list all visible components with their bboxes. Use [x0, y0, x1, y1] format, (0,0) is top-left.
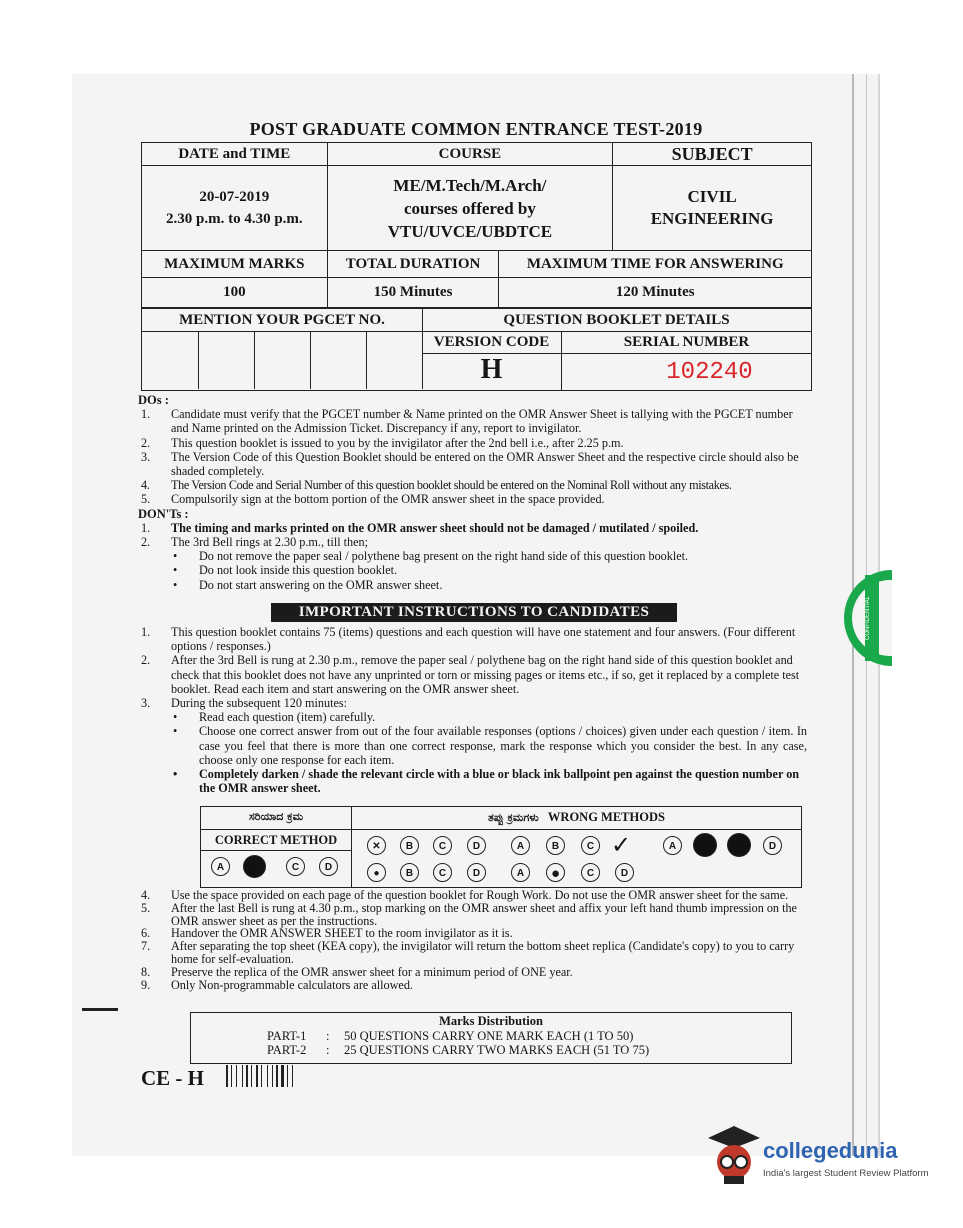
- item-text: The Version Code and Serial Number of this question booklet should be entered on the Nominal Roll without any mistakes.: [171, 478, 732, 493]
- option-c-bubble: C: [581, 836, 600, 855]
- subject-line: ENGINEERING: [650, 209, 774, 228]
- item-number: 6.: [141, 926, 151, 941]
- option-d-bubble: D: [319, 857, 338, 876]
- date-time-cell: [142, 166, 328, 251]
- barcode-bar: [272, 1065, 273, 1087]
- option-c-bubble: C: [581, 863, 600, 882]
- duration-value: 150 Minutes: [327, 278, 499, 308]
- option-b-filled-bubble: [243, 855, 266, 878]
- item-text: Only Non-programmable calculators are allowed.: [171, 977, 413, 992]
- dos-heading: DOs :: [138, 393, 169, 407]
- item-number: 5.: [141, 900, 151, 915]
- list-item: [141, 653, 807, 696]
- item-text: Use the space provided on each page of the question booklet for Rough Work. Do not use the OMR answer sheet for the same.: [171, 888, 789, 902]
- barcode-bar: [276, 1065, 278, 1087]
- part-2-label: PART-2: [267, 1043, 307, 1057]
- item-text: Compulsorily sign at the bottom portion of the OMR answer sheet in the space provided.: [171, 492, 605, 507]
- list-item: [141, 450, 807, 478]
- confidential-label: CONFIDENTIAL: [865, 575, 879, 661]
- option-d-bubble: D: [467, 836, 486, 855]
- course-line: VTU/UVCE/UBDTCE: [387, 221, 553, 241]
- brand-tagline: India's largest Student Review Platform: [763, 1168, 929, 1179]
- exam-time: 2.30 p.m. to 4.30 p.m.: [165, 211, 303, 227]
- serial-number-label: SERIAL NUMBER: [562, 331, 811, 354]
- list-item: [141, 535, 807, 549]
- barcode: [226, 1065, 316, 1087]
- barcode-bar: [256, 1065, 258, 1087]
- brand-name: collegedunia: [763, 1138, 898, 1163]
- option-a-bubble: A: [663, 836, 682, 855]
- filled-bubble: [727, 833, 751, 857]
- wrong-methods-kannada: ತಪ್ಪು ಕ್ರಮಗಳು: [488, 811, 539, 824]
- item-text: This question booklet contains 75 (items) questions and each question will have one statement and four answers. (Four different options / responses.): [171, 625, 796, 654]
- answer-time-label: MAXIMUM TIME FOR ANSWERING: [499, 251, 812, 278]
- barcode-bar: [292, 1065, 293, 1087]
- correct-method-kannada: ಸರಿಯಾದ ಕ್ರಮ: [248, 810, 304, 823]
- option-c-bubble: C: [433, 836, 452, 855]
- correct-method-label: CORRECT METHOD: [201, 829, 351, 851]
- barcode-bar: [231, 1065, 232, 1087]
- booklet-code: CE - H: [141, 1066, 204, 1090]
- part-1-label: PART-1: [267, 1029, 307, 1043]
- item-number: 9.: [141, 977, 151, 992]
- part-2-colon: :: [326, 1043, 330, 1057]
- item-number: 4.: [141, 478, 150, 493]
- item-text: Candidate must verify that the PGCET number & Name printed on the OMR Answer Sheet is tallying with the PGCET number and Name printed on the Admission Ticket. Discrepancy if any, report to invigilator.: [171, 407, 793, 436]
- subject-line: CIVIL: [687, 187, 737, 206]
- booklet-details-label: QUESTION BOOKLET DETAILS: [422, 309, 811, 332]
- option-b-bubble: B: [400, 863, 419, 882]
- pgcet-box: [142, 331, 199, 389]
- bullet-item: • Do not start answering on the OMR answer sheet.: [141, 578, 807, 592]
- pgcet-box: [254, 331, 311, 389]
- subject-label: SUBJECT: [613, 143, 812, 166]
- item-text: The 3rd Bell rings at 2.30 p.m., till then;: [171, 535, 369, 550]
- page-title: POST GRADUATE COMMON ENTRANCE TEST-2019: [249, 119, 703, 139]
- exam-date: 20-07-2019: [199, 189, 270, 205]
- barcode-bar: [242, 1065, 243, 1087]
- filled-bubble: [693, 833, 717, 857]
- item-text: Preserve the replica of the OMR answer sheet for a minimum period of ONE year.: [171, 964, 573, 979]
- bullet-item: • Completely darken / shade the relevant circle with a blue or black ink ballpoint pen against the question number on the OMR answer sheet.: [141, 767, 807, 795]
- part-1-detail: 50 QUESTIONS CARRY ONE MARK EACH (1 TO 50): [344, 1029, 634, 1043]
- item-text: This question booklet is issued to you by the invigilator after the 2nd bell i.e., after 2.25 p.m.: [171, 435, 624, 450]
- instructions-list: [141, 625, 807, 795]
- option-b-bubble: B: [546, 836, 565, 855]
- list-item: [141, 478, 807, 492]
- pgcet-block: [141, 308, 812, 391]
- option-d-bubble: D: [467, 863, 486, 882]
- serial-number: 102240: [666, 359, 753, 386]
- pgcet-box: [366, 331, 423, 389]
- item-text: After separating the top sheet (KEA copy), the invigilator will return the bottom sheet replica (Candidate's copy) to you to carry home for self-evaluation.: [171, 939, 795, 966]
- barcode-bar: [287, 1065, 288, 1087]
- item-text: After the last Bell is rung at 4.30 p.m., stop marking on the OMR answer sheet and affix your left hand thumb impression on the OMR answer sheet as per the instructions.: [171, 900, 797, 928]
- subject-cell: [613, 166, 812, 251]
- item-number: 2.: [141, 435, 151, 450]
- wrong-methods-header: [352, 807, 801, 830]
- item-text: The Version Code of this Question Booklet should be entered on the OMR Answer Sheet and the respective circle should also be shaded completely.: [171, 449, 799, 479]
- option-b-bubble: B: [400, 836, 419, 855]
- barcode-bar: [267, 1065, 268, 1087]
- date-label: DATE and TIME: [142, 143, 328, 166]
- exam-details-table: [141, 142, 812, 308]
- crossed-bubble: ✕: [367, 836, 386, 855]
- list-item: [141, 696, 807, 710]
- tick-mark-icon: ✓: [611, 831, 632, 859]
- course-line: ME/M.Tech/M.Arch/: [393, 175, 547, 195]
- pgcet-label: MENTION YOUR PGCET NO.: [142, 309, 423, 332]
- margin-mark: [82, 1008, 118, 1011]
- item-number: 8.: [141, 964, 151, 979]
- list-item: [141, 521, 807, 535]
- item-number: 3.: [141, 696, 151, 711]
- instructions-heading: IMPORTANT INSTRUCTIONS TO CANDIDATES: [271, 603, 677, 622]
- option-a-bubble: A: [511, 836, 530, 855]
- item-number: 2.: [141, 653, 151, 668]
- barcode-bar: [261, 1065, 262, 1087]
- option-c-bubble: C: [286, 857, 305, 876]
- instructions-list-continued: [141, 889, 807, 991]
- item-text: The timing and marks printed on the OMR answer sheet should not be damaged / mutilated / spoiled.: [171, 520, 699, 535]
- wrong-methods-label: WRONG METHODS: [547, 810, 665, 824]
- course-line: courses offered by: [403, 198, 536, 218]
- list-item: [141, 902, 807, 928]
- pgcet-box: [198, 331, 255, 389]
- list-item: [141, 625, 807, 653]
- item-number: 3.: [141, 449, 151, 464]
- bullet-item: • Read each question (item) carefully.: [141, 710, 807, 724]
- donts-heading: DON'Ts :: [138, 506, 189, 521]
- item-text: During the subsequent 120 minutes:: [171, 696, 348, 711]
- item-number: 4.: [141, 888, 151, 902]
- barcode-bar: [281, 1065, 284, 1087]
- barcode-bar: [236, 1065, 237, 1087]
- list-item: [141, 407, 807, 435]
- marks-distribution-box: [190, 1012, 792, 1064]
- max-marks-label: MAXIMUM MARKS: [142, 251, 328, 278]
- barcode-bar: [226, 1065, 228, 1087]
- correct-method-panel: [201, 807, 352, 887]
- list-item: [141, 436, 807, 450]
- part-1-colon: :: [326, 1029, 330, 1043]
- barcode-bar: [246, 1065, 248, 1087]
- item-number: 1.: [141, 407, 151, 422]
- barcode-bar: [251, 1065, 252, 1087]
- list-item: [141, 979, 807, 992]
- item-number: 5.: [141, 492, 151, 507]
- option-a-bubble: A: [211, 857, 230, 876]
- course-cell: [327, 166, 613, 251]
- option-c-bubble: C: [433, 863, 452, 882]
- max-marks-value: 100: [142, 278, 328, 308]
- item-text: Handover the OMR ANSWER SHEET to the room invigilator as it is.: [171, 926, 513, 941]
- item-number: 1.: [141, 625, 151, 639]
- bullet-item: • Choose one correct answer from out of the four available responses (options / choices) given under each question / item. In case you feel that there is more than one correct response, mark the response which you consider the best. In any case, choose only one response for each item.: [141, 724, 807, 767]
- answer-time-value: 120 Minutes: [499, 278, 812, 308]
- part-2-detail: 25 QUESTIONS CARRY TWO MARKS EACH (51 TO 75): [344, 1043, 650, 1057]
- graduate-mascot-icon: [704, 1124, 762, 1186]
- option-d-bubble: D: [763, 836, 782, 855]
- list-item: [141, 940, 807, 966]
- version-code: H: [422, 353, 562, 390]
- partial-fill-bubble: ●: [367, 863, 386, 882]
- bullet-item: • Do not look inside this question booklet.: [141, 563, 807, 577]
- omr-methods-box: [200, 806, 802, 888]
- item-text: After the 3rd Bell is rung at 2.30 p.m., remove the paper seal / polythene bag on the right hand side of this question booklet and check that this booklet does not have any unprinted or torn or missing pages or items etc., if so, get it replaced by a complete test booklet. Read each item and start answering on the OMR answer sheet.: [171, 653, 800, 696]
- item-number: 2.: [141, 535, 151, 550]
- item-number: 7.: [141, 939, 151, 954]
- bullet-item: • Do not remove the paper seal / polythene bag present on the right hand side of this question booklet.: [141, 549, 807, 563]
- option-d-bubble: D: [615, 863, 634, 882]
- item-number: 1.: [141, 520, 151, 535]
- option-a-bubble: A: [511, 863, 530, 882]
- partial-fill-bubble: ●: [546, 863, 565, 882]
- version-code-label: VERSION CODE: [422, 331, 562, 354]
- list-item: [141, 492, 807, 506]
- duration-label: TOTAL DURATION: [327, 251, 499, 278]
- marks-heading: Marks Distribution: [439, 1014, 543, 1028]
- course-label: COURSE: [327, 143, 613, 166]
- dos-donts-section: [138, 393, 807, 592]
- pgcet-box: [310, 331, 367, 389]
